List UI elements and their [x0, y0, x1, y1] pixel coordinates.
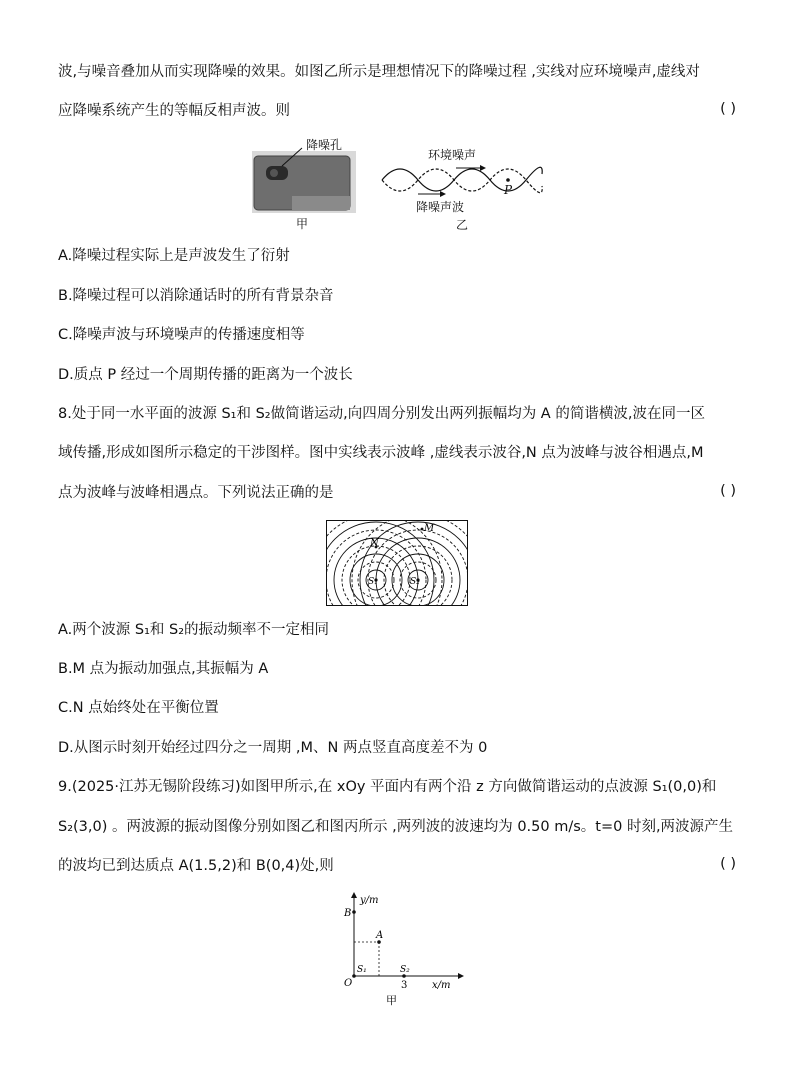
- q9-stem-line-1: 9.(2025·江苏无锡阶段练习)如图甲所示,在 xOy 平面内有两个沿 z 方向做简谐运动的点波源 S₁(0,0)和: [58, 779, 717, 795]
- figure-jia-caption: 甲: [296, 217, 309, 231]
- q9-coordinate-figure: [336, 890, 466, 1008]
- source-s2-label: S₂: [410, 577, 420, 587]
- q7-option-a: A.降噪过程实际上是声波发生了衍射: [58, 248, 290, 264]
- point-p-label: P: [504, 183, 513, 197]
- q8-option-b: B.M 点为振动加强点,其振幅为 A: [58, 661, 269, 677]
- q7-figure-yi: [378, 146, 546, 234]
- source-s1-label: S₁: [368, 577, 378, 587]
- q8-answer-bracket: ( ): [720, 483, 736, 499]
- interference-pattern: [326, 520, 468, 606]
- q7-stem-line-2: 应降噪系统产生的等幅反相声波。则: [58, 103, 290, 119]
- q9-stem-line-2: S₂(3,0) 。两波源的振动图像分别如图乙和图丙所示 ,两列波的波速均为 0.50 m/s。t=0 时刻,两波源产生: [58, 819, 734, 835]
- q9-stem-line-3: 的波均已到达质点 A(1.5,2)和 B(0,4)处,则: [58, 858, 334, 874]
- origin-label: O: [344, 978, 353, 989]
- q9-answer-bracket: ( ): [720, 856, 736, 872]
- q7-option-c: C.降噪声波与环境噪声的传播速度相等: [58, 327, 305, 343]
- source-s2-label: S₂: [400, 965, 410, 975]
- x-axis-label: x/m: [432, 980, 451, 991]
- figure-jia-caption: 甲: [386, 994, 397, 1007]
- q8-stem-line-3: 点为波峰与波峰相遇点。下列说法正确的是: [58, 485, 334, 501]
- q8-interference-figure: [326, 520, 468, 606]
- environment-noise-label: 环境噪声: [428, 148, 477, 162]
- figure-yi-caption: 乙: [456, 218, 469, 232]
- q7-answer-bracket: ( ): [720, 101, 736, 117]
- q8-stem-line-2: 域传播,形成如图所示稳定的干涉图样。图中实线表示波峰 ,虚线表示波谷,N 点为波峰与波谷相遇点,M: [58, 445, 704, 461]
- point-m-label: M: [424, 523, 435, 534]
- source-s1-label: S₁: [357, 965, 367, 975]
- q8-option-a: A.两个波源 S₁和 S₂的振动频率不一定相同: [58, 622, 330, 638]
- q8-option-c: C.N 点始终处在平衡位置: [58, 700, 219, 716]
- q8-option-d: D.从图示时刻开始经过四分之一周期 ,M、N 两点竖直高度差不为 0: [58, 740, 488, 756]
- q7-option-d: D.质点 P 经过一个周期传播的距离为一个波长: [58, 367, 353, 383]
- noise-hole-label: 降噪孔: [306, 138, 343, 152]
- point-b-dot: [352, 910, 356, 914]
- point-n-label: N: [370, 538, 379, 549]
- point-p-dot: [506, 178, 510, 182]
- source-s1-dot: [352, 974, 356, 978]
- xoy-axes: [336, 890, 466, 1008]
- point-b-label: B: [344, 908, 352, 919]
- q7-figure-jia: [252, 136, 356, 231]
- x-tick-3: 3: [401, 980, 408, 991]
- y-axis-label: y/m: [360, 895, 379, 906]
- q7-option-b: B.降噪过程可以消除通话时的所有背景杂音: [58, 288, 334, 304]
- q8-stem-line-1: 8.处于同一水平面的波源 S₁和 S₂做简谐运动,向四周分别发出两列振幅均为 A 的简谐横波,波在同一区: [58, 406, 705, 422]
- anti-noise-label: 降噪声波: [416, 200, 465, 214]
- point-a-label: A: [376, 930, 384, 941]
- point-m-dot: [421, 528, 424, 531]
- q7-stem-line-1: 波,与噪音叠加从而实现降噪的效果。如图乙所示是理想情况下的降噪过程 ,实线对应环境噪声,虚线对: [58, 64, 700, 80]
